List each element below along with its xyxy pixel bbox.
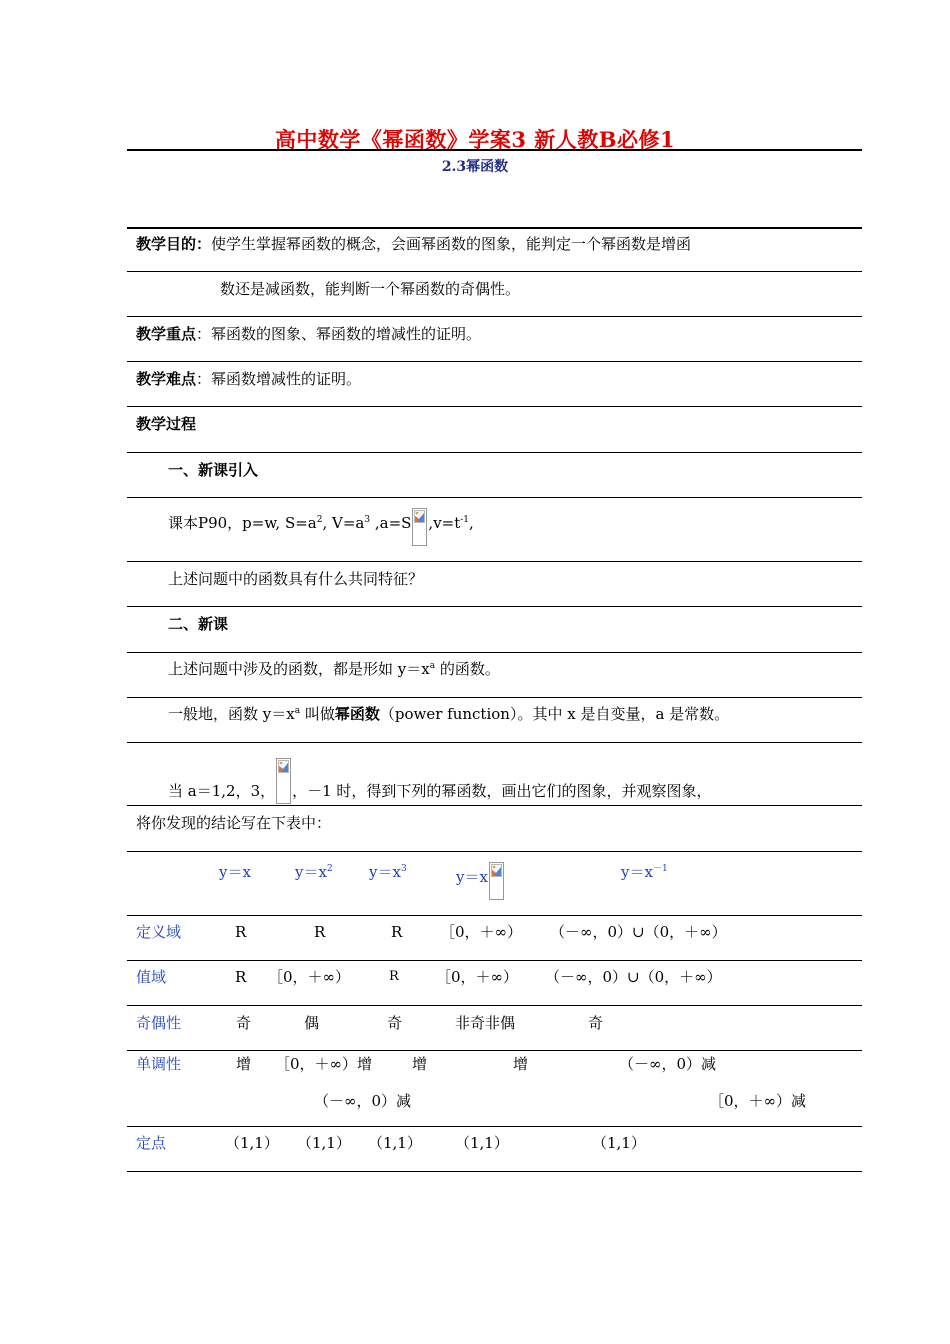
superscript: a	[294, 706, 301, 716]
section2-heading: 二、新课	[168, 615, 229, 633]
power-function-term: 幂函数	[334, 705, 380, 723]
section-rule	[127, 227, 862, 229]
row-rule	[127, 1126, 862, 1127]
key-point-line	[136, 324, 481, 344]
text-run: （power function）。其中 x 是自变量，a 是常数。	[379, 705, 730, 723]
table-cell: （1,1）	[225, 1134, 279, 1152]
superscript: -1	[460, 515, 470, 525]
text-run: 课本P90，p=w, S=a	[168, 514, 317, 532]
row-label-domain: 定义域	[136, 923, 182, 941]
table-cell: （1,1）	[297, 1134, 351, 1152]
text-run: y＝x	[295, 863, 327, 881]
table-cell: （－∞，0）减	[619, 1055, 717, 1073]
superscript: a	[429, 661, 436, 671]
row-label-range: 值域	[136, 968, 167, 986]
formula-image-placeholder	[276, 758, 291, 804]
superscript: 2	[326, 864, 333, 874]
section2-paragraph-3	[168, 758, 711, 804]
difficulty-label: 教学难点	[136, 370, 197, 388]
superscript: －1	[652, 864, 668, 874]
table-cell: 增	[412, 1055, 428, 1073]
row-rule	[127, 742, 862, 743]
formula-image-placeholder	[489, 862, 504, 900]
key-point-text: 幂函数的图象、幂函数的增减性的证明。	[211, 325, 482, 343]
document-subtitle: 2.3幂函数	[441, 159, 509, 175]
key-point-sep: ：	[196, 325, 212, 343]
row-rule	[127, 652, 862, 653]
table-header-x: y＝x	[219, 863, 251, 881]
process-heading: 教学过程	[136, 415, 197, 433]
table-header-x-inverse	[621, 862, 668, 882]
superscript: 3	[400, 864, 407, 874]
section1-paragraph-1	[168, 508, 474, 546]
difficulty-sep: ：	[196, 370, 212, 388]
row-rule	[127, 361, 862, 362]
superscript: 2	[316, 515, 323, 525]
row-rule	[127, 1050, 862, 1051]
table-cell: R	[314, 923, 326, 941]
text-run: ,a=S	[370, 514, 412, 532]
section2-paragraph-2	[168, 704, 729, 724]
text-run: y＝x	[456, 868, 488, 886]
row-rule	[127, 316, 862, 317]
table-cell: （1,1）	[368, 1134, 422, 1152]
difficulty-line	[136, 369, 361, 389]
row-rule	[127, 497, 862, 498]
table-header-x2	[295, 862, 333, 882]
row-rule	[127, 406, 862, 407]
text-run: ,	[469, 514, 474, 532]
title-underline	[127, 149, 862, 151]
broken-image-icon	[414, 510, 425, 523]
text-run: y＝x	[621, 863, 653, 881]
table-header-x3	[369, 862, 407, 882]
key-point-label: 教学重点	[136, 325, 197, 343]
text-run: ，－1 时，得到下列的幂函数，画出它们的图象，并观察图象，	[292, 782, 712, 800]
formula-image-placeholder	[412, 508, 427, 546]
table-cell: （1,1）	[455, 1134, 509, 1152]
objective-line-2: 数还是减函数，能判断一个幂函数的奇偶性。	[220, 280, 521, 298]
row-label-fixed-point: 定点	[136, 1134, 167, 1152]
text-run: , V=a	[322, 514, 365, 532]
table-cell: 增	[513, 1055, 529, 1073]
row-rule	[127, 851, 862, 852]
table-cell: 奇	[236, 1014, 252, 1032]
row-rule	[127, 697, 862, 698]
broken-image-icon	[278, 760, 289, 773]
row-rule	[127, 1005, 862, 1006]
row-rule	[127, 805, 862, 806]
section1-paragraph-2: 上述问题中的函数具有什么共同特征？	[168, 570, 424, 588]
table-cell: 增	[236, 1055, 252, 1073]
row-label-monotonicity: 单调性	[136, 1055, 182, 1073]
table-header-x-half	[456, 862, 505, 900]
text-run: y＝x	[369, 863, 401, 881]
text-run: 当 a＝1,2，3，	[168, 782, 276, 800]
table-cell: R	[235, 923, 247, 941]
table-cell: R	[389, 969, 399, 984]
difficulty-text: 幂函数增减性的证明。	[211, 370, 362, 388]
table-cell: R	[391, 923, 403, 941]
row-rule	[127, 271, 862, 272]
table-cell: ［0，＋∞）	[436, 968, 519, 986]
table-cell: （－∞，0）∪（0，＋∞）	[550, 923, 727, 941]
table-cell: 奇	[387, 1014, 403, 1032]
table-cell: ［0，＋∞）	[440, 923, 523, 941]
broken-image-icon	[491, 864, 502, 877]
row-rule	[127, 960, 862, 961]
table-cell: （－∞，0）减	[314, 1092, 412, 1110]
objective-label: 教学目的：	[136, 235, 212, 253]
text-run: ,v=t	[428, 514, 461, 532]
text-run: 的函数。	[435, 660, 500, 678]
table-cell: （1,1）	[592, 1134, 646, 1152]
row-rule	[127, 561, 862, 562]
section1-heading: 一、新课引入	[168, 461, 259, 479]
table-cell: R	[235, 968, 247, 986]
row-rule	[127, 606, 862, 607]
document-title: 高中数学《幂函数》学案3 新人教B必修1	[274, 127, 676, 152]
row-label-parity: 奇偶性	[136, 1014, 182, 1032]
table-cell: 奇	[588, 1014, 604, 1032]
text-run: 上述问题中涉及的函数，都是形如 y＝x	[168, 660, 430, 678]
objective-text-1: 使学生掌握幂函数的概念，会画幂函数的图象，能判定一个幂函数是增函	[211, 235, 692, 253]
objective-line-1	[136, 234, 691, 254]
row-rule	[127, 452, 862, 453]
section2-paragraph-1	[168, 659, 500, 679]
superscript: 3	[364, 515, 371, 525]
row-rule	[127, 915, 862, 916]
table-cell: ［0，＋∞）减	[709, 1092, 807, 1110]
table-cell: 偶	[304, 1014, 320, 1032]
row-rule	[127, 1171, 862, 1172]
section2-paragraph-4: 将你发现的结论写在下表中：	[136, 814, 332, 832]
table-cell: （－∞，0）∪（0，＋∞）	[545, 968, 722, 986]
table-cell: 非奇非偶	[455, 1014, 516, 1032]
text-run: 叫做	[300, 705, 335, 723]
table-cell: ［0，＋∞）增	[275, 1055, 373, 1073]
text-run: 一般地，函数 y＝x	[168, 705, 295, 723]
table-cell: ［0，＋∞）	[268, 968, 351, 986]
